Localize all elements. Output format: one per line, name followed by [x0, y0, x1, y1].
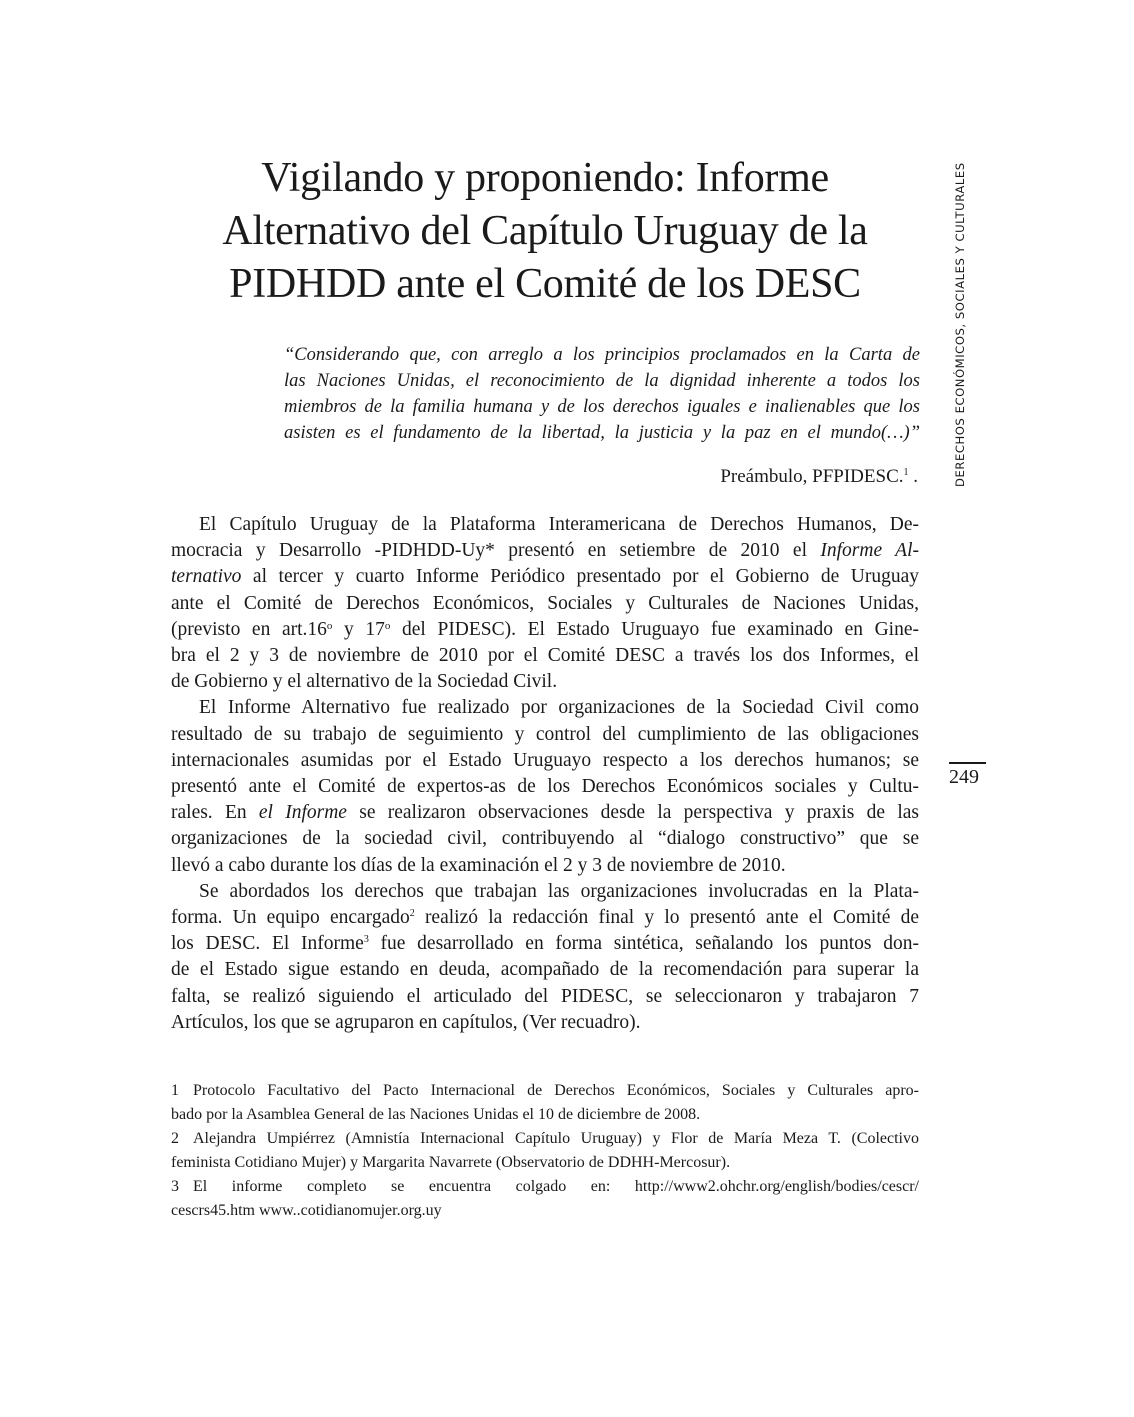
page-number: 249 [949, 766, 979, 788]
text-run: mocracia y Desarrollo -PIDHDD-Uy* presentó en setiembre de 2010 el [171, 540, 821, 562]
body-line: El Informe Alternativo fue realizado por organizaciones de la Sociedad Civil como [199, 697, 919, 719]
body-line: organizaciones de la sociedad civil, contribuyendo al “dialogo constructivo” que se [171, 828, 919, 850]
footnotes [171, 1079, 919, 1223]
footnote-number: 1 [171, 1082, 179, 1099]
body-line: resultado de su trabajo de seguimiento y control del cumplimiento de las obligaciones [171, 723, 919, 745]
epigraph-attribution [720, 460, 918, 490]
epigraph-line: miembros de la familia humana y de los derechos iguales e inalienables que los [284, 397, 920, 417]
body-line [171, 931, 919, 957]
italic-text: ternativo [171, 566, 242, 588]
title-line: Vigilando y proponiendo: Informe [261, 155, 829, 201]
footnote-text: Protocolo Facultativo del Pacto Internacional de Derechos Económicos, Sociales y Culturales apro- [193, 1082, 919, 1099]
body-line [171, 617, 919, 643]
running-head-text: DERECHOS ECONÓMICOS, SOCIALES Y CULTURALES [953, 162, 967, 488]
body-text [171, 512, 919, 1036]
epigraph-quote [284, 342, 920, 446]
text-run: forma. Un equipo encargado [171, 907, 410, 929]
text-run: fue desarrollado en forma sintética, señalando los puntos don- [368, 933, 919, 955]
footnote-ref: 3 [363, 934, 369, 946]
attribution-text: Preámbulo, PFPIDESC. [720, 466, 904, 487]
body-line: de el Estado sigue estando en deuda, acompañado de la recomendación para superar la [171, 959, 919, 981]
running-head [946, 158, 974, 492]
italic-text: Informe Al- [820, 540, 919, 562]
text-run: (previsto en art.16 [171, 618, 327, 640]
body-line: de Gobierno y el alternativo de la Sociedad Civil. [171, 671, 558, 693]
epigraph-line: asisten es el fundamento de la libertad, la justicia y la paz en el mundo(…)” [284, 423, 920, 443]
text-run: rales. En [171, 802, 259, 824]
text-run: se realizaron observaciones desde la perspectiva y praxis de las [346, 802, 919, 824]
footnote-line [171, 1127, 919, 1151]
body-line [171, 564, 919, 590]
body-line: falta, se realizó siguiendo el articulado del PIDESC, se seleccionaron y trabajaron 7 [171, 985, 919, 1007]
body-line: El Capítulo Uruguay de la Plataforma Interamericana de Derechos Humanos, De- [199, 514, 919, 535]
footnote-ref: 2 [409, 908, 415, 920]
body-line: Artículos, los que se agruparon en capítulos, (Ver recuadro). [171, 1011, 641, 1033]
epigraph-line: las Naciones Unidas, el reconocimiento de la dignidad inherente a todos los [284, 371, 920, 391]
body-line: bra el 2 y 3 de noviembre de 2010 por el Comité DESC a través los dos Informes, el [171, 645, 919, 667]
footnote-line: bado por la Asamblea General de las Naciones Unidas el 10 de diciembre de 2008. [171, 1106, 701, 1123]
text-run: del PIDESC). El Estado Uruguayo fue examinado en Gine- [390, 618, 919, 640]
ordinal-mark: o [326, 619, 333, 632]
body-line [171, 905, 919, 931]
text-run: al tercer y cuarto Informe Periódico presentado por el Gobierno de Uruguay [241, 566, 919, 588]
text-run: los DESC. El Informe [171, 933, 364, 955]
footnote-number: 2 [171, 1130, 179, 1147]
italic-text: el Informe [258, 802, 347, 824]
footnote-text: El informe completo se encuentra colgado en: http://www2.ohchr.org/english/bodies/cescr/ [193, 1178, 919, 1195]
body-line: ante el Comité de Derechos Económicos, Sociales y Culturales de Naciones Unidas, [171, 592, 919, 614]
epigraph-line: “Considerando que, con arreglo a los principios proclamados en la Carta de [284, 345, 920, 365]
ordinal-mark: o [384, 619, 391, 632]
body-line: Se abordados los derechos que trabajan las organizaciones involucradas en la Plata- [199, 880, 919, 902]
footnote-line: feminista Cotidiano Mujer) y Margarita Navarrete (Observatorio de DDHH-Mercosur). [171, 1154, 731, 1171]
attribution-end: . [908, 466, 918, 487]
footnote-text: Alejandra Umpiérrez (Amnistía Internacional Capítulo Uruguay) y Flor de María Meza T. (Colectivo [193, 1130, 919, 1147]
body-line: presentó ante el Comité de expertos-as de los Derechos Económicos sociales y Cultu- [171, 776, 919, 798]
text-run: y 17 [332, 618, 385, 640]
title-line: PIDHDD ante el Comité de los DESC [229, 261, 861, 307]
body-line: llevó a cabo durante los días de la examinación el 2 y 3 de noviembre de 2010. [171, 854, 786, 876]
text-run: realizó la redacción final y lo presentó ante el Comité de [414, 907, 919, 929]
body-line: internacionales asumidas por el Estado Uruguayo respecto a los derechos humanos; se [171, 749, 919, 771]
footnote-line: cescrs45.htm www..cotidianomujer.org.uy [171, 1202, 442, 1219]
body-line [171, 538, 919, 564]
footnote-ref: 1 [903, 467, 909, 478]
footnote-number: 3 [171, 1178, 179, 1195]
title-line: Alternativo del Capítulo Uruguay de la [222, 208, 868, 254]
body-line [171, 800, 919, 826]
footnote-line [171, 1175, 919, 1199]
page-title [150, 152, 940, 311]
footnote-line [171, 1079, 919, 1103]
